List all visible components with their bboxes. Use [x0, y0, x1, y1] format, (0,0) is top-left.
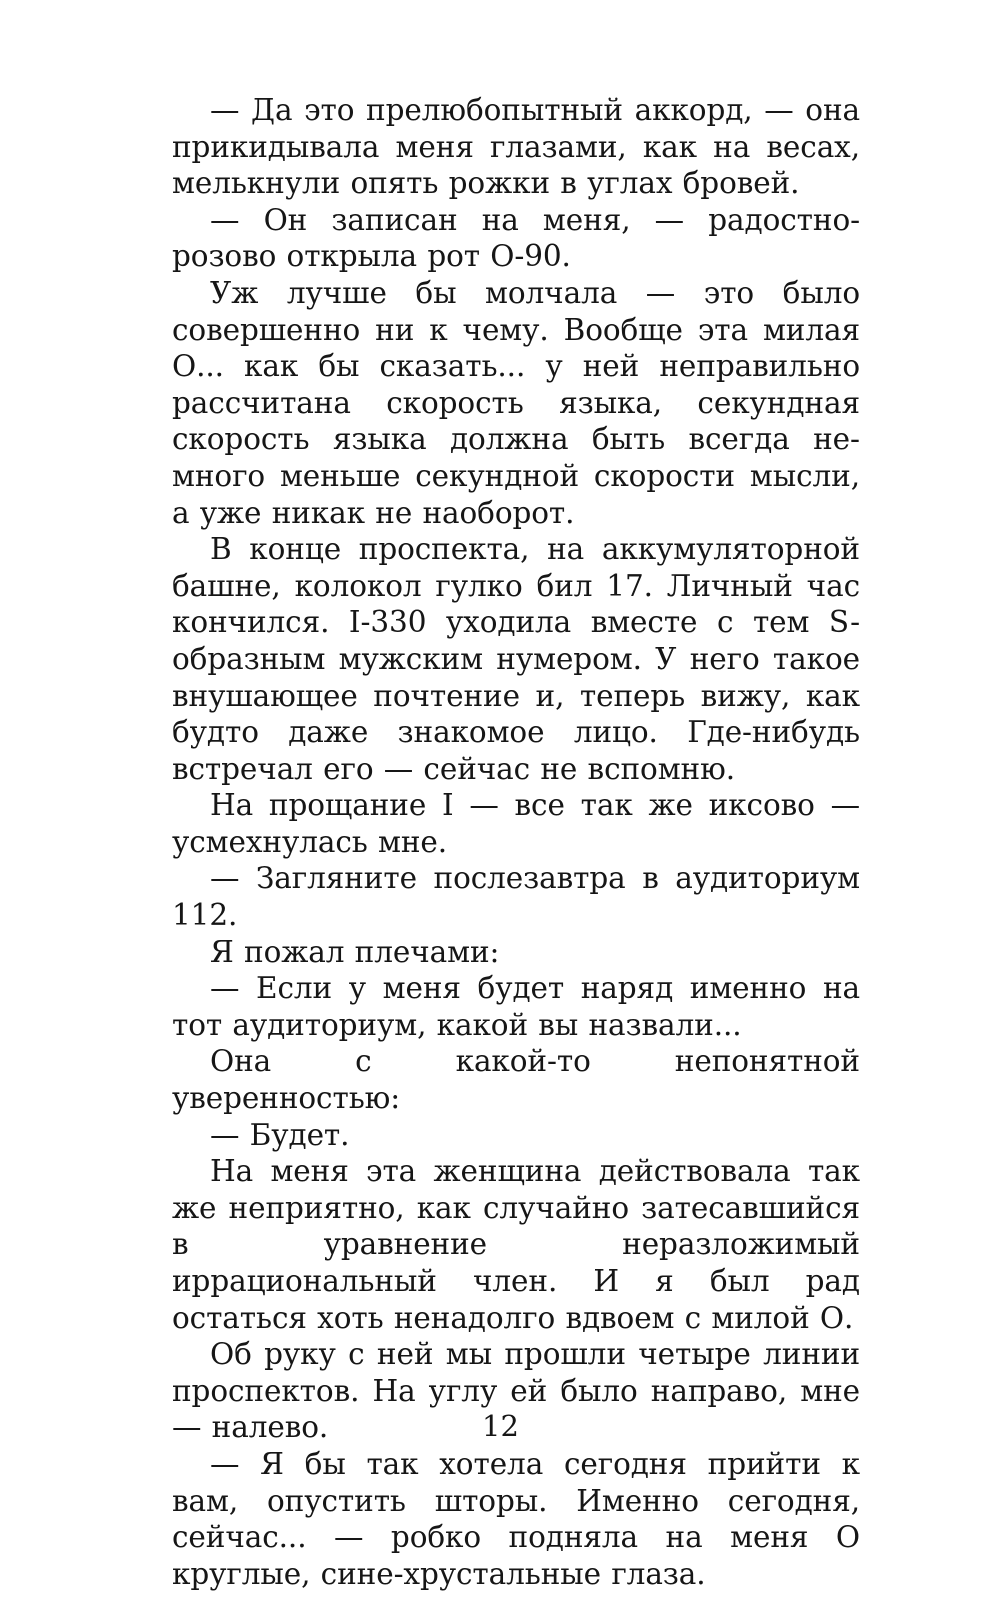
body-text [172, 92, 860, 1592]
paragraph-13: — Я бы так хотела сегодня прийти к вам, опустить шторы. Именно сегодня, сейчас... — робко подняла на меня О круглые, сине-хрустальные глаза. [172, 1446, 860, 1591]
page-number: 12 [482, 1409, 519, 1443]
paragraph-12: Об руку с ней мы прошли четыре линии проспектов. На углу ей было направо, мне — налево. [172, 1337, 860, 1445]
paragraph-1: — Да это прелюбопытный аккорд, — она прикидывала меня глазами, как на весах, мелькнули опять рожки в углах бровей. [172, 93, 860, 201]
paragraph-8: — Если у меня будет наряд именно на тот аудиториум, какой вы назвали... [172, 971, 860, 1042]
paragraph-11: На меня эта женщина действовала так же неприятно, как случайно затесавшийся в уравнение неразложимый иррациональный член. И я был рад остаться хоть ненадолго вдвоем с милой О. [172, 1154, 860, 1335]
paragraph-9: Она с какой-то непонятной уверенностью: [172, 1044, 860, 1116]
paragraph-5: На прощание I — все так же иксово — усмехнулась мне. [172, 788, 860, 859]
paragraph-2: — Он записан на меня, — радостно-розово открыла рот О-90. [172, 202, 860, 274]
paragraph-6: — Загляните послезавтра в аудиториум 112. [172, 861, 860, 933]
paragraph-4: В конце проспекта, на аккумуляторной башне, колокол гулко бил 17. Личный час кончился. I-330 уходила вместе с тем S-образным мужским нумером. У него такое внушающее почтение и, теперь вижу, как будто даже знакомое лицо. Где-нибудь встречал его — сейчас не вспомню. [172, 532, 860, 786]
paragraph-7: Я пожал плечами: [210, 934, 500, 969]
paragraph-10: — Будет. [210, 1117, 350, 1152]
paragraph-3: Уж лучше бы молчала — это было совершенно ни к чему. Вообще эта милая О... как бы сказать... у ней неправильно рассчитана скорость языка, секундная скорость языка должна быть всегда немного меньше секундной скорости мысли, а уже никак не наоборот. [172, 275, 860, 530]
